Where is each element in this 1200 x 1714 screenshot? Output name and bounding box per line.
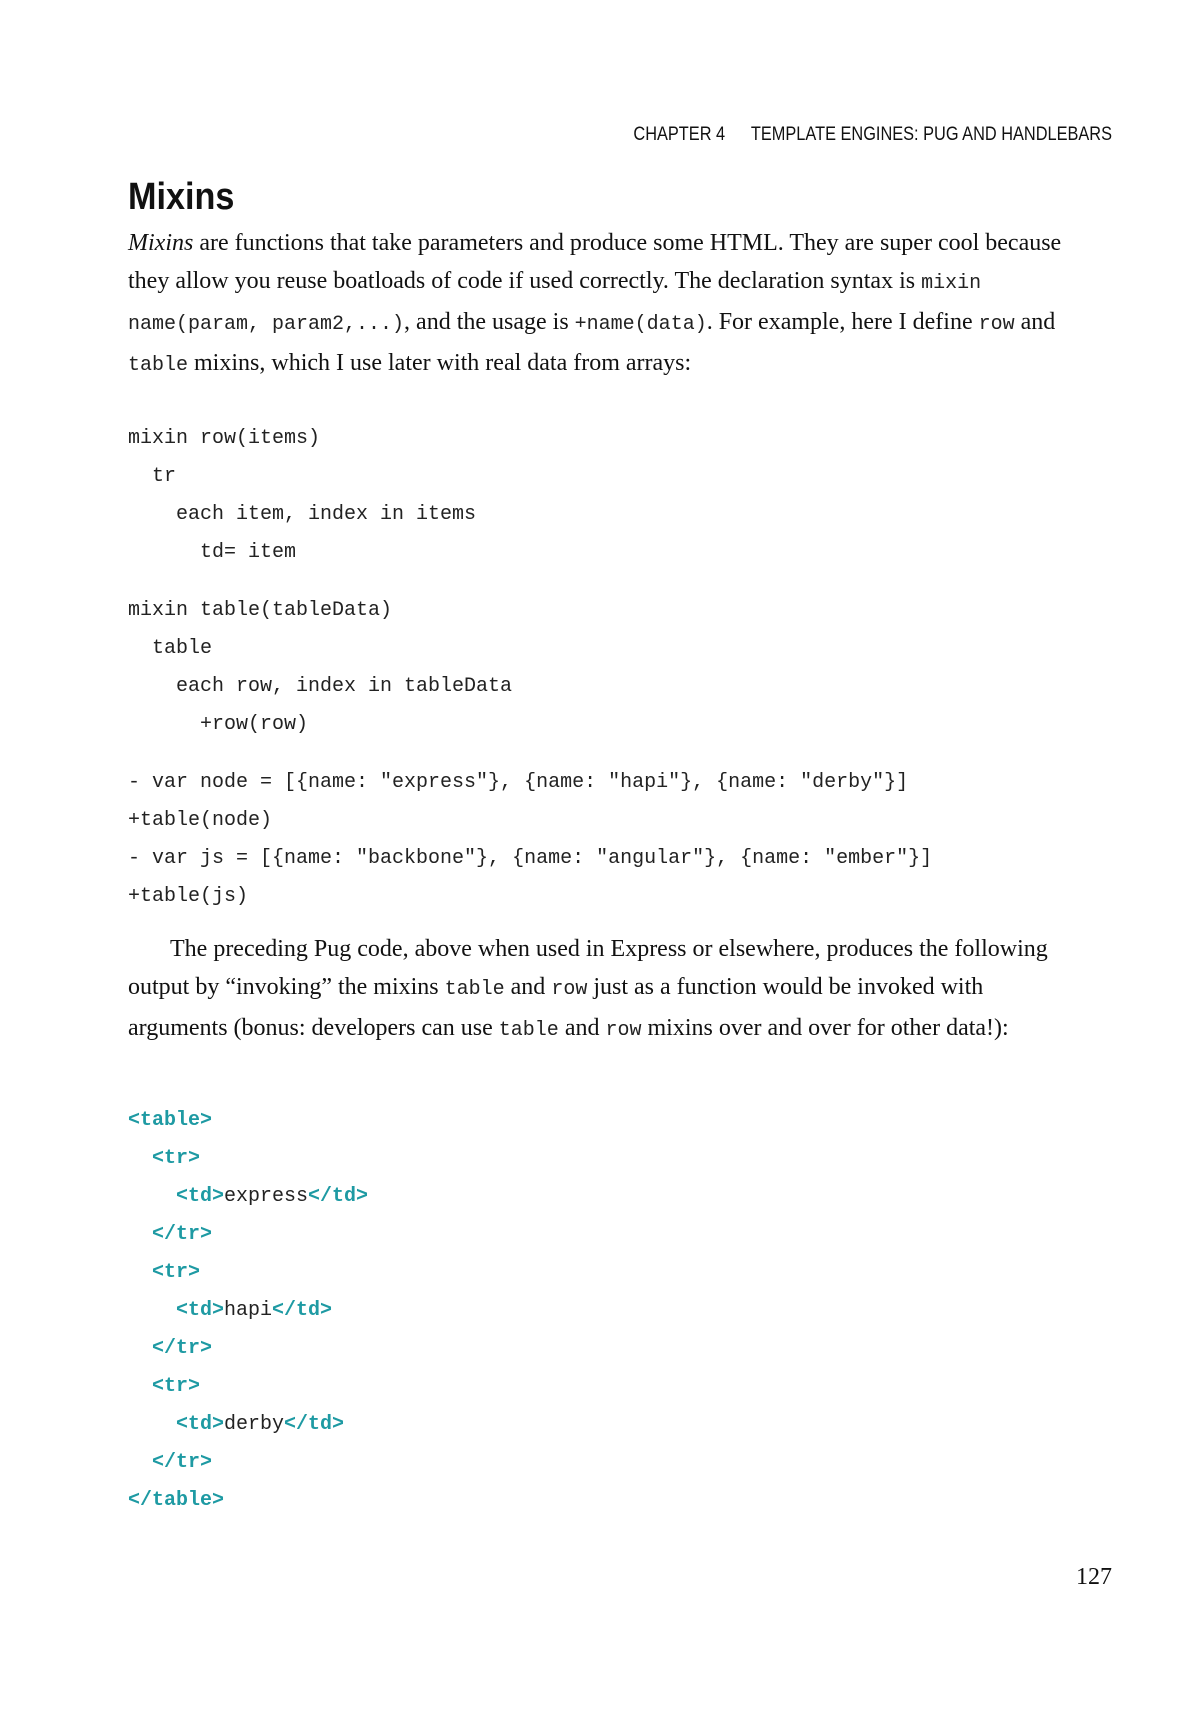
inline-code: table xyxy=(128,354,189,377)
chapter-label: CHAPTER 4 xyxy=(633,124,726,145)
pug-code-block xyxy=(128,420,932,916)
outro-paragraph: The preceding Pug code, above when used in Express or elsewhere, produces the following output by “invoking” the mixins table and row just as a function would be invoked with arguments (bonus: developers can use table and row mixins over and over for other data!): xyxy=(128,936,1048,1042)
code-line: +table(js) xyxy=(128,885,249,908)
code-line: each item, index in items xyxy=(128,503,477,526)
code-line: +row(row) xyxy=(128,713,309,736)
code-line: <tr> xyxy=(152,1147,201,1170)
code-line: <table> xyxy=(128,1109,213,1132)
code-line: +table(node) xyxy=(128,809,273,832)
code-line: </table> xyxy=(128,1489,225,1512)
inline-code: row xyxy=(551,978,588,1001)
html-output-code-block xyxy=(128,1102,368,1520)
code-line: td= item xyxy=(128,541,297,564)
code-line: </tr> xyxy=(152,1223,213,1246)
code-line: <td>derby</td> xyxy=(176,1413,345,1436)
inline-code: row xyxy=(978,313,1015,336)
code-line: each row, index in tableData xyxy=(128,675,513,698)
inline-code: row xyxy=(605,1019,642,1042)
code-line: <td>hapi</td> xyxy=(176,1299,333,1322)
page-number: 127 xyxy=(1076,1564,1112,1590)
code-line: - var js = [{name: "backbone"}, {name: "angular"}, {name: "ember"}] xyxy=(128,847,933,870)
code-line: table xyxy=(128,637,213,660)
chapter-title: TEMPLATE ENGINES: PUG AND HANDLEBARS xyxy=(750,124,1112,145)
code-line: </tr> xyxy=(152,1337,213,1360)
code-line: mixin table(tableData) xyxy=(128,599,393,622)
inline-code: mixin name(param, param2,...) xyxy=(128,272,982,336)
inline-code: table xyxy=(498,1019,559,1042)
code-line: </tr> xyxy=(152,1451,213,1474)
section-title: Mixins xyxy=(128,176,235,218)
code-line: <tr> xyxy=(152,1375,201,1398)
running-header xyxy=(156,124,1112,146)
code-line: <tr> xyxy=(152,1261,201,1284)
code-line: <td>express</td> xyxy=(176,1185,369,1208)
intro-paragraph: Mixins are functions that take parameters and produce some HTML. They are super cool because they allow you reuse boatloads of code if used correctly. The declaration syntax is mixin name(param, param2,...), and the usage is +name(data). For example, here I define row and table mixins, which I use later with real data from arrays: xyxy=(128,230,1062,377)
code-line: - var node = [{name: "express"}, {name: "hapi"}, {name: "derby"}] xyxy=(128,771,909,794)
inline-code: +name(data) xyxy=(574,313,707,336)
mixins-term: Mixins xyxy=(128,230,194,256)
code-line: tr xyxy=(128,465,177,488)
inline-code: table xyxy=(444,978,505,1001)
code-line: mixin row(items) xyxy=(128,427,321,450)
